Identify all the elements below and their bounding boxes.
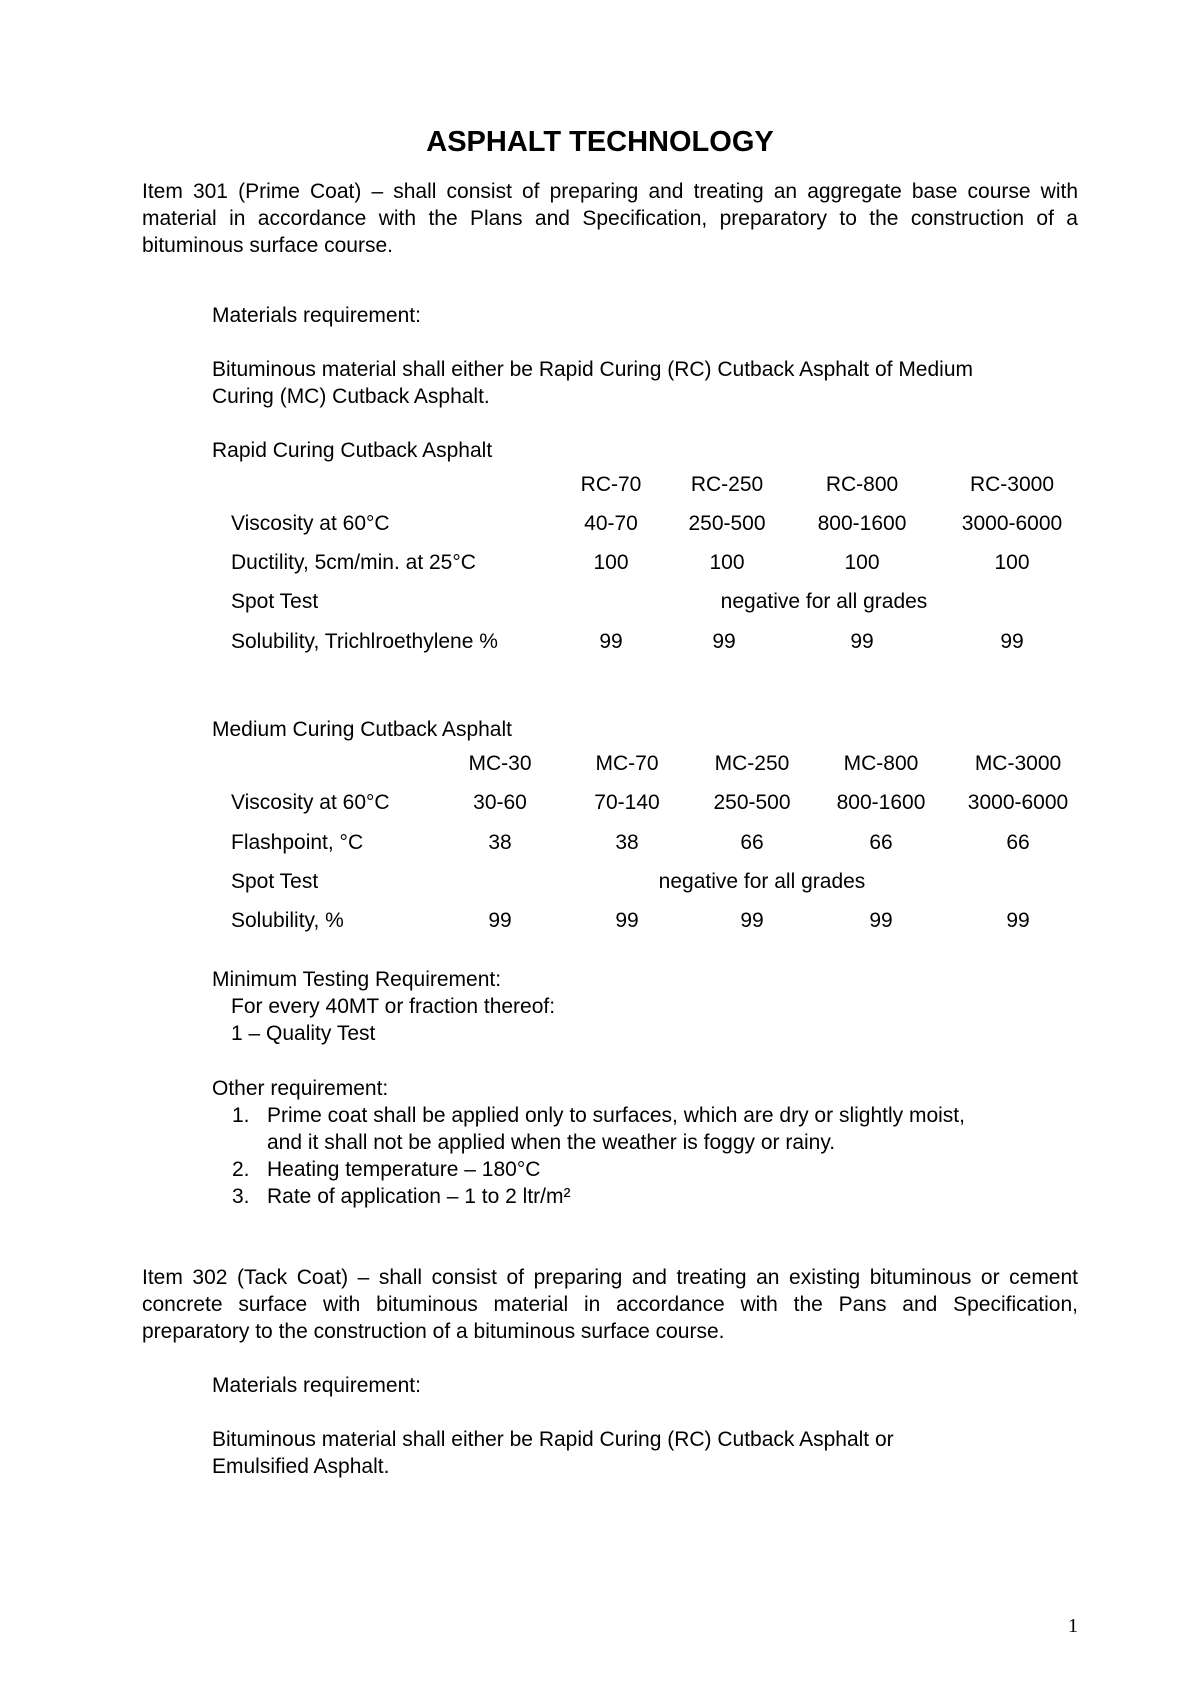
mc-cell: 99 — [1006, 909, 1030, 932]
mc-cell: 99 — [615, 909, 639, 932]
rc-table-heading: Rapid Curing Cutback Asphalt — [212, 439, 493, 462]
min-testing-heading: Minimum Testing Requirement: — [212, 968, 502, 991]
list-item-line: Heating temperature – 180°C — [267, 1158, 541, 1181]
rc-spot-test-span: negative for all grades — [720, 590, 928, 613]
mc-cell: 99 — [740, 909, 764, 932]
rc-col-header: RC-250 — [690, 473, 764, 496]
list-item — [232, 1156, 1112, 1183]
list-number: 2. — [232, 1158, 250, 1181]
rc-row-label: Viscosity at 60°C — [231, 512, 390, 535]
mc-row-label: Solubility, % — [231, 909, 344, 932]
mc-cell: 38 — [488, 831, 512, 854]
min-testing-line2: 1 – Quality Test — [231, 1022, 376, 1045]
rc-cell: 100 — [994, 551, 1030, 574]
rc-cell: 3000-6000 — [961, 512, 1063, 535]
mc-row-label: Flashpoint, °C — [231, 831, 364, 854]
mc-table-heading: Medium Curing Cutback Asphalt — [212, 718, 512, 741]
mc-cell: 38 — [615, 831, 639, 854]
other-req-list — [232, 1102, 1112, 1210]
other-req-heading: Other requirement: — [212, 1077, 389, 1100]
rc-row-label: Spot Test — [231, 590, 319, 613]
item301-materials-line2: Curing (MC) Cutback Asphalt. — [212, 385, 490, 408]
mc-col-header: MC-250 — [714, 752, 790, 775]
mc-col-header: MC-3000 — [974, 752, 1062, 775]
min-testing-line1: For every 40MT or fraction thereof: — [231, 995, 556, 1018]
rc-cell: 99 — [712, 630, 736, 653]
mc-cell: 99 — [488, 909, 512, 932]
page-title: ASPHALT TECHNOLOGY — [426, 126, 774, 158]
mc-cell: 66 — [1006, 831, 1030, 854]
rc-cell: 99 — [599, 630, 623, 653]
mc-col-header: MC-800 — [843, 752, 919, 775]
list-item-line: Prime coat shall be applied only to surfaces, which are dry or slightly moist, — [267, 1104, 965, 1127]
item302-paragraph: Item 302 (Tack Coat) – shall consist of preparing and treating an existing bituminous or cement concrete surface with bituminous material in accordance with the Pans and Specification, preparatory to the construction of a bituminous surface course. — [142, 1266, 1078, 1343]
rc-cell: 100 — [844, 551, 880, 574]
item301-paragraph: Item 301 (Prime Coat) – shall consist of preparing and treating an aggregate base course with material in accordance with the Plans and Specification, preparatory to the construction of a bituminous surface course. — [142, 180, 1078, 257]
mc-spot-test-span: negative for all grades — [658, 870, 866, 893]
item302-materials-line1: Bituminous material shall either be Rapid Curing (RC) Cutback Asphalt or — [212, 1428, 894, 1451]
item302-materials-heading: Materials requirement: — [212, 1374, 421, 1397]
mc-col-header: MC-30 — [468, 752, 532, 775]
mc-cell: 800-1600 — [836, 791, 926, 814]
list-number: 1. — [232, 1104, 250, 1127]
mc-row-label: Spot Test — [231, 870, 319, 893]
mc-cell: 3000-6000 — [967, 791, 1069, 814]
rc-row-label: Ductility, 5cm/min. at 25°C — [231, 551, 476, 574]
mc-cell: 250-500 — [713, 791, 791, 814]
mc-cell: 66 — [740, 831, 764, 854]
rc-cell: 40-70 — [584, 512, 638, 535]
mc-cell: 70-140 — [594, 791, 660, 814]
mc-cell: 30-60 — [473, 791, 527, 814]
rc-col-header: RC-3000 — [969, 473, 1055, 496]
item301-materials-line1: Bituminous material shall either be Rapid Curing (RC) Cutback Asphalt of Medium — [212, 358, 974, 381]
list-item — [232, 1183, 1112, 1210]
item301-materials-heading: Materials requirement: — [212, 304, 421, 327]
mc-cell: 66 — [869, 831, 893, 854]
rc-cell: 99 — [850, 630, 874, 653]
list-item-line: Rate of application – 1 to 2 ltr/m² — [267, 1185, 571, 1208]
rc-cell: 99 — [1000, 630, 1024, 653]
rc-row-label: Solubility, Trichlroethylene % — [231, 630, 498, 653]
rc-col-header: RC-800 — [825, 473, 899, 496]
mc-cell: 99 — [869, 909, 893, 932]
rc-cell: 250-500 — [688, 512, 766, 535]
rc-cell: 100 — [709, 551, 745, 574]
rc-col-header: RC-70 — [580, 473, 642, 496]
mc-col-header: MC-70 — [595, 752, 659, 775]
mc-row-label: Viscosity at 60°C — [231, 791, 390, 814]
item302-materials-line2: Emulsified Asphalt. — [212, 1455, 390, 1478]
rc-cell: 100 — [593, 551, 629, 574]
page-number: 1 — [1068, 1615, 1078, 1637]
list-number: 3. — [232, 1185, 250, 1208]
rc-cell: 800-1600 — [817, 512, 907, 535]
list-item — [232, 1102, 1112, 1156]
list-item-line: and it shall not be applied when the weather is foggy or rainy. — [267, 1131, 836, 1154]
